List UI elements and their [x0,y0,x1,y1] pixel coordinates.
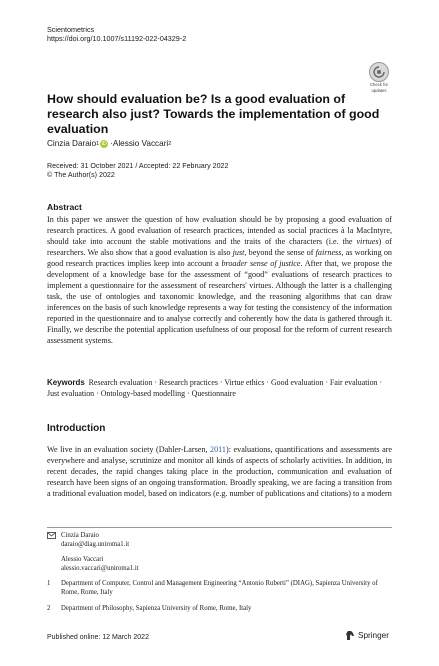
contact-2 [47,556,392,573]
author-list [47,139,171,148]
author-1-name[interactable]: Cinzia Daraio [47,139,97,148]
footnote-divider [47,527,392,528]
author-2-affiliation: 2 [168,140,172,147]
affiliation-1-text: Department of Computer, Control and Management Engineering “Antonio Ruberti” (DIAG), Sapienza University of Rome, Rome, Italy [61,580,378,596]
abstract-part: In this paper we answer the question of how evaluation should be by proposing a good evaluation of research practices. A good evaluation of research practices, intended as social practices à la MacIntyre, should take into account the stable motivations and the traits of the characters (i.e. the [47,215,392,246]
abstract-part: , beyond the sense of [244,248,316,257]
copyright: © The Author(s) 2022 [47,171,115,179]
badge-caption-2: updates [371,87,387,93]
contact-1 [47,532,392,549]
keywords-list: Research evaluation · Research practices · Virtue ethics · Good evaluation · Fair evaluation · Just evaluation · Ontology-based modelling · Questionnaire [47,378,383,398]
contact-2-name: Alessio Vaccari [61,556,104,564]
abstract-part: ) of researchers. We also show that a good evaluation is also [47,237,392,257]
springer-horse-icon [345,630,355,641]
abstract-emphasis: broader sense of justice [221,259,301,268]
check-updates-icon [369,62,389,82]
check-for-updates-badge[interactable] [366,62,392,92]
abstract-heading: Abstract [47,202,82,212]
affiliation-2-text: Department of Philosophy, Sapienza University of Rome, Rome, Italy [61,604,252,612]
keywords-label: Keywords [47,378,85,387]
affiliation-1-number: 1 [47,580,51,588]
publisher-logo [345,630,389,641]
affiliation-2-number: 2 [47,604,51,612]
doi-link[interactable]: https://doi.org/10.1007/s11192-022-04329-2 [47,34,187,43]
keywords-block [47,377,392,399]
author-separator: · [110,139,113,148]
badge-caption-1: Check for [370,82,388,87]
received-accepted: Received: 31 October 2021 / Accepted: 22 February 2022 [47,162,229,170]
footnotes [47,532,392,613]
article-title: How should evaluation be? Is a good evaluation of research also just? Towards the implementation of good evaluation [47,92,380,136]
intro-part: We live in an evaluation society (Dahler-Larsen, [47,445,211,454]
article-dates [47,162,228,180]
citation-link[interactable]: 2011 [210,445,226,454]
author-1-affiliation: 1 [96,140,100,147]
contact-2-email[interactable]: alessio.vaccari@uniroma1.it [61,564,139,572]
abstract-part: . After that, we propose the development of a knowledge base for the assessment of “good” evaluations of research practices to implement a questionnaire for the assessment of researchers' virtues. Although the latter is a challenging task, the use of ontologies and taxonomic knowledge, and the reasoning algorithms that can draw inferences on the basis of such knowledge represents a way for testing the consistency of the information reported in the questionnaire and to analyse correctly and coherently how the data is gathered through it. Finally, we describe the potential application usefulness of our proposal for the reform of current research assessment systems. [47,259,392,345]
author-2-name[interactable]: Alessio Vaccari [112,139,169,148]
abstract-text [47,214,392,346]
abstract-emphasis: just [232,248,245,257]
contact-1-email[interactable]: daraio@diag.uniroma1.it [61,540,130,548]
abstract-part: , as working on good research practices implies keep into account a [47,248,392,268]
intro-part: ): evaluations, quantifications and assessments are everywhere and analyse, scrutinize and monitor all kinds of aspects of scholarly activities. In addition, in recent decades, the rapid changes taking place in the production, communication and evaluation of research have been signs of an ongoing transformation. Broadly speaking, we are facing a transition from a traditional evaluation model, based on indicators (e.g. number of publications and citations) to a modern [47,445,392,498]
envelope-icon [47,532,61,549]
introduction-text [47,444,392,499]
abstract-emphasis: fairness [315,248,342,257]
publisher-name: Springer [358,631,389,640]
journal-name: Scientometrics [47,25,95,34]
affiliation-2 [47,605,392,614]
orcid-icon[interactable]: iD [101,140,107,147]
contact-1-name: Cinzia Daraio [61,532,99,539]
journal-header [47,25,186,43]
introduction-heading: Introduction [47,423,106,434]
abstract-emphasis: virtues [356,237,379,246]
affiliation-1 [47,580,392,597]
published-online: Published online: 12 March 2022 [47,634,149,641]
